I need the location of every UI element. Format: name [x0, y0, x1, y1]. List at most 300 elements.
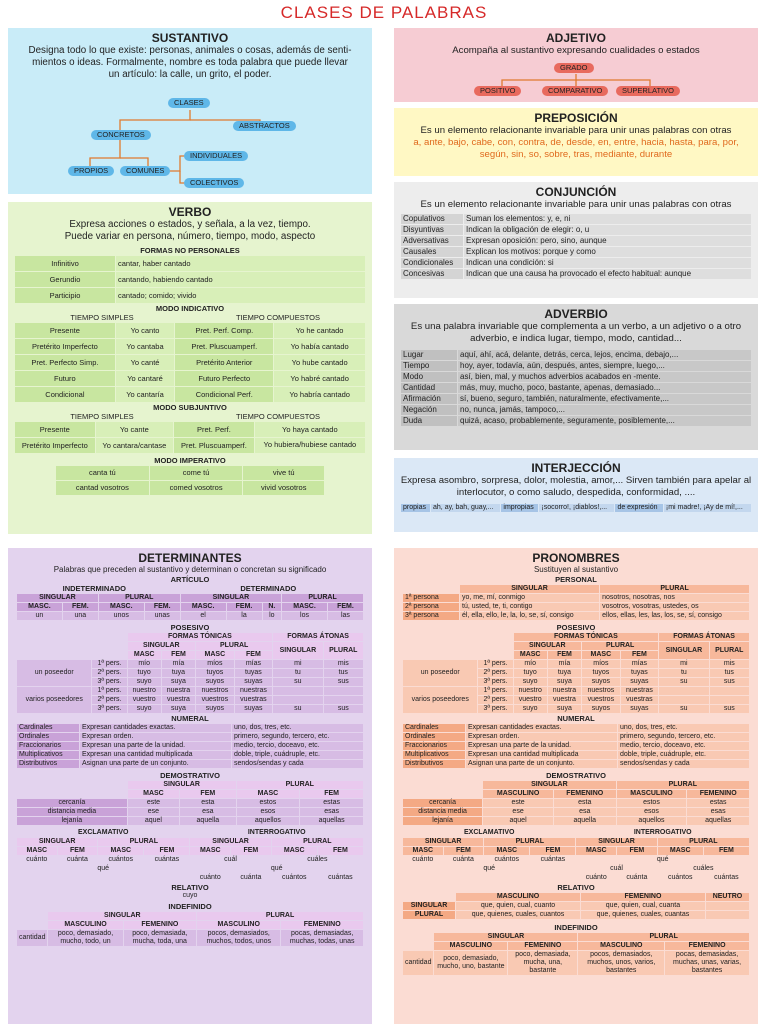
table-row — [403, 951, 749, 975]
verbo-ind-table — [14, 322, 366, 403]
pro-posesivo: POSESIVO — [556, 623, 596, 632]
pos-value: mi — [659, 660, 708, 668]
dem-head: MASC — [237, 790, 300, 798]
table-row — [403, 751, 749, 759]
ex-value: cuánta — [626, 874, 648, 881]
ex-value: cuáles — [693, 865, 714, 872]
pos-value: sus — [710, 705, 749, 713]
num-type: Cardinales — [403, 724, 465, 732]
interj-cell: ¡socorro!, ¡diablos!,... — [539, 504, 614, 512]
ind-cell: Yo canto — [116, 323, 174, 338]
art-value: las — [328, 612, 363, 620]
imp-cell: comed vosotros — [150, 481, 243, 495]
table-row — [17, 642, 363, 650]
dem-value: esas — [300, 808, 363, 816]
pos-head: FEM — [235, 651, 273, 659]
table-row — [15, 256, 365, 271]
sub-cell: Yo hubiera/hubiese cantado — [255, 438, 365, 453]
blank — [17, 790, 127, 798]
pos-value — [273, 687, 322, 695]
ind-cell: Condicional — [15, 387, 115, 402]
table-row — [401, 258, 751, 268]
table-row — [401, 372, 751, 382]
table-row — [17, 724, 363, 732]
preposicion-desc: Es un elemento relacionante invariable para unir unas palabras con otras — [420, 125, 732, 136]
ind-cell: Futuro — [15, 371, 115, 386]
ex-head: FEM — [231, 847, 271, 855]
ind-head: FEMENINO — [665, 942, 749, 950]
pos-value — [659, 687, 708, 695]
ex-value: cuántos — [108, 856, 134, 863]
table-row — [17, 633, 363, 641]
ind-value: pocos, demasiados, muchos, todos, unos — [197, 930, 280, 946]
dem-value: esos — [237, 808, 300, 816]
ind-value: poco, demasiado, mucho, uno, bastante — [434, 951, 507, 975]
per-head: SINGULAR — [460, 585, 599, 593]
excl-title: EXCLAMATIVO — [464, 829, 515, 836]
verbo-desc: Expresa acciones o estados, y señala, a la vez, tiempo. Puede variar en persona, número, tiempo, modo, aspecto — [64, 219, 316, 242]
table-row — [17, 733, 363, 741]
pos-pers: 1ª pers. — [478, 687, 512, 695]
pos-head: FORMAS TÓNICAS — [514, 633, 659, 641]
per-sing: él, ella, ello, le, la, lo, se, sí, consigo — [460, 612, 599, 620]
dem-value: esos — [617, 808, 687, 816]
dem-value: distancia media — [403, 808, 482, 816]
blank — [17, 642, 127, 650]
conjuncion-table — [400, 213, 752, 280]
table-row — [17, 687, 363, 695]
verbo-sub-table — [14, 421, 366, 454]
dem-value: esta — [554, 799, 616, 807]
num-type: Cardinales — [17, 724, 79, 732]
interjeccion-section — [394, 458, 758, 532]
ex-value: cuántas — [714, 874, 739, 881]
pos-value: mía — [162, 660, 195, 668]
rel-head: MASCULINO — [456, 893, 580, 901]
det-relativo: RELATIVO — [171, 883, 209, 892]
dem-head: SINGULAR — [483, 781, 615, 789]
dem-value: cercanía — [403, 799, 482, 807]
art-subhead: MASC. — [99, 603, 144, 611]
ind-value: pocas, demasiadas, muchas, todas, unas — [281, 930, 363, 946]
num-desc: Expresan orden. — [466, 733, 617, 741]
ex-head: SINGULAR — [190, 838, 270, 846]
pos-value: tuya — [162, 669, 195, 677]
preposicion-title: PREPOSICIÓN — [534, 111, 618, 125]
adv-list: hoy, ayer, todavía, aún, después, antes, siempre, luego,... — [458, 361, 751, 371]
verbo-np-table — [14, 255, 366, 304]
pos-pers: 2ª pers. — [478, 669, 512, 677]
pro-excl-interr-table — [402, 828, 750, 883]
dem-value: aquellos — [237, 817, 300, 825]
rel-value: que, quienes, cuales, cuantos — [456, 911, 580, 919]
blank — [17, 912, 47, 920]
blank — [17, 874, 189, 882]
num-example: uno, dos, tres, etc. — [618, 724, 749, 732]
np-example: cantado; comido; vivido — [116, 288, 365, 303]
table-row — [403, 687, 749, 695]
det-cuyo: cuyo — [182, 892, 198, 899]
ex-head: MASC — [190, 847, 230, 855]
table-row — [403, 612, 749, 620]
conj-type: Adversativas — [401, 236, 463, 246]
table-row — [403, 808, 749, 816]
conj-type: Disyuntivas — [401, 225, 463, 235]
per-plur: ellos, ellas, les, las, los, se, sí, consigo — [600, 612, 749, 620]
conj-desc: Expresan oposición: pero, sino, aunque — [464, 236, 751, 246]
table-row — [15, 355, 365, 370]
det-indef-table — [16, 911, 364, 947]
tree-propios: PROPIOS — [68, 166, 114, 176]
num-example: medio, tercio, doceavo, etc. — [232, 742, 363, 750]
ex-head: SINGULAR — [403, 838, 483, 846]
adv-list: aquí, ahí, acá, delante, detrás, cerca, lejos, encima, debajo,... — [458, 350, 751, 360]
table-row — [401, 416, 751, 426]
art-subhead: MASC. — [17, 603, 62, 611]
preposicion-list: a, ante, bajo, cabe, con, contra, de, desde, en, entre, hacia, hasta, para, por, según, sin, so, sobre, tras, mediante, durante — [413, 137, 739, 160]
art-subhead: MASC. — [181, 603, 226, 611]
rel-num: PLURAL — [403, 911, 455, 919]
adv-list: así, bien, mal, y muchos adverbios acabados en -mente. — [458, 372, 751, 382]
table-row — [17, 817, 363, 825]
imp-cell: come tú — [150, 466, 243, 480]
conjuncion-title: CONJUNCIÓN — [535, 185, 617, 199]
pro-relativo-table — [402, 892, 750, 920]
ex-value: cuántos — [281, 874, 307, 881]
num-example: primero, segundo, tercero, etc. — [232, 733, 363, 741]
per-sing: yo, me, mí, conmigo — [460, 594, 599, 602]
ex-value: cuánta — [240, 874, 262, 881]
table-row — [403, 942, 749, 950]
sustantivo-tree-lines — [8, 28, 372, 194]
conj-desc: Suman los elementos: y, e, ni — [464, 214, 751, 224]
art-value: una — [63, 612, 98, 620]
interr-title: INTERROGATIVO — [247, 829, 306, 836]
ind-cell: Pret. Perf. Comp. — [175, 323, 273, 338]
rel-value: que, quien, cual, cuanta — [581, 902, 705, 910]
table-row — [15, 272, 365, 287]
art-subhead: FEM. — [328, 603, 363, 611]
pos-value: míos — [196, 660, 234, 668]
blank — [403, 642, 513, 650]
pos-value: tuyo — [514, 669, 547, 677]
conj-type: Copulativos — [401, 214, 463, 224]
pos-value: sus — [324, 678, 363, 686]
pos-group: varios poseedores — [17, 687, 91, 713]
pro-demostrativo: DEMOSTRATIVO — [546, 771, 606, 780]
table-row — [403, 799, 749, 807]
pos-value: suya — [162, 705, 195, 713]
pos-value: nuestras — [621, 687, 659, 695]
pos-value: vuestro — [128, 696, 161, 704]
verbo-imp-table — [55, 465, 325, 496]
adverbio-table — [400, 349, 752, 427]
sustantivo-title: SUSTANTIVO — [151, 31, 229, 45]
dem-value: distancia media — [17, 808, 127, 816]
pos-value — [710, 696, 749, 704]
sub-cell: Pretérito Imperfecto — [15, 438, 95, 453]
ind-cell: Yo cantaría — [116, 387, 174, 402]
pos-value: míos — [582, 660, 620, 668]
art-head: SINGULAR — [17, 594, 98, 602]
table-row — [15, 371, 365, 386]
num-desc: Expresan una parte de la unidad. — [466, 742, 617, 750]
table-row — [56, 466, 324, 480]
blank — [17, 921, 47, 929]
num-type: Distributivos — [17, 760, 79, 768]
table-row — [401, 269, 751, 279]
table-row — [403, 817, 749, 825]
dem-head: FEM — [300, 790, 363, 798]
tree-abstractos: ABSTRACTOS — [233, 121, 296, 131]
dem-value: ese — [483, 808, 553, 816]
art-value: un — [17, 612, 62, 620]
table-row — [403, 781, 749, 789]
adv-type: Cantidad — [401, 383, 457, 393]
table-row — [403, 594, 749, 602]
pos-value — [710, 687, 749, 695]
num-desc: Asignan una parte de un conjunto. — [466, 760, 617, 768]
adv-type: Negación — [401, 405, 457, 415]
pos-pers: 3ª pers. — [478, 705, 512, 713]
det-demostrativo-table — [16, 780, 364, 826]
pos-value: vuestros — [196, 696, 234, 704]
adv-type: Tiempo — [401, 361, 457, 371]
sub-cell: Yo cante — [96, 422, 173, 437]
imp-cell: vivid vosotros — [243, 481, 324, 495]
pos-value: nuestro — [514, 687, 547, 695]
num-example: doble, triple, cuádruple, etc. — [618, 751, 749, 759]
verbo-title: VERBO — [168, 205, 212, 219]
dem-head: MASCULINO — [483, 790, 553, 798]
adjetivo-desc: Acompaña al sustantivo expresando cualidades o estados — [452, 45, 700, 56]
blank — [17, 781, 127, 789]
ex-value: cuánto — [26, 856, 48, 863]
excl-title: EXCLAMATIVO — [78, 829, 129, 836]
ex-value: cuáles — [307, 856, 328, 863]
ex-head: FEM — [58, 847, 98, 855]
ex-value: qué — [483, 865, 496, 872]
pos-value — [273, 696, 322, 704]
art-subhead: N. — [263, 603, 282, 611]
np-example: cantar, haber cantado — [116, 256, 365, 271]
per-plur: nosotros, nosotras, nos — [600, 594, 749, 602]
pos-pers: 1ª pers. — [478, 660, 512, 668]
ex-head: MASC — [98, 847, 143, 855]
blank — [403, 790, 482, 798]
num-type: Ordinales — [403, 733, 465, 741]
adv-type: Afirmación — [401, 394, 457, 404]
conj-type: Condicionales — [401, 258, 463, 268]
art-value: el — [181, 612, 226, 620]
ind-cell: Futuro Perfecto — [175, 371, 273, 386]
per-person: 1ª persona — [403, 594, 459, 602]
num-example: sendos/sendas y cada — [618, 760, 749, 768]
np-form: Participio — [15, 288, 115, 303]
art-value: unos — [99, 612, 144, 620]
ind-head: MASCULINO — [48, 921, 122, 929]
table-row — [403, 865, 749, 873]
ind-head: SINGULAR — [48, 912, 196, 920]
pos-pers: 3ª pers. — [92, 678, 126, 686]
pos-pers: 3ª pers. — [92, 705, 126, 713]
pos-value — [659, 696, 708, 704]
sub-compuestos: TIEMPO COMPUESTOS — [235, 412, 321, 421]
table-row — [403, 633, 749, 641]
pos-value: tuyas — [235, 669, 273, 677]
ex-value: cuántas — [328, 874, 353, 881]
imp-cell: vive tú — [243, 466, 324, 480]
pos-value: suyos — [196, 705, 234, 713]
adj-comparativo: COMPARATIVO — [542, 86, 608, 96]
adv-list: no, nunca, jamás, tampoco,... — [458, 405, 751, 415]
adverbio-desc: Es una palabra invariable que complementa a un verbo, a un adjetivo o a otro adverbio, e indica lugar, tiempo, modo, cantidad... — [410, 321, 742, 344]
table-row — [403, 660, 749, 668]
rel-value — [706, 902, 749, 910]
rel-head: NEUTRO — [706, 893, 749, 901]
ex-value: cuánta — [66, 856, 88, 863]
det-excl-interr-table — [16, 828, 364, 883]
tree-comunes: COMUNES — [120, 166, 170, 176]
sub-cell: Presente — [15, 422, 95, 437]
sub-cell: Yo haya cantado — [255, 422, 365, 437]
art-subhead: MASC. — [282, 603, 327, 611]
pos-value: mías — [621, 660, 659, 668]
pos-head: SINGULAR — [659, 642, 708, 659]
pos-pers: 1ª pers. — [92, 660, 126, 668]
ind-cell: Yo había cantado — [274, 339, 365, 354]
ex-head: PLURAL — [272, 838, 363, 846]
ex-value: cuánto — [199, 874, 221, 881]
det-posesivo: POSESIVO — [170, 623, 210, 632]
tree-individuales: INDIVIDUALES — [184, 151, 248, 161]
pos-value: suyas — [235, 678, 273, 686]
table-row — [56, 481, 324, 495]
dem-value: lejanía — [403, 817, 482, 825]
rel-value — [706, 911, 749, 919]
adj-positivo: POSITIVO — [474, 86, 521, 96]
ex-value: cuántos — [494, 856, 520, 863]
table-row — [15, 438, 365, 453]
ex-head: FEM — [318, 847, 363, 855]
table-row — [15, 323, 365, 338]
pro-desc: Sustituyen al sustantivo — [533, 565, 619, 574]
ind-head: MASCULINO — [434, 942, 507, 950]
pos-value: vuestras — [235, 696, 273, 704]
pos-head: PLURAL — [710, 642, 749, 659]
num-example: medio, tercio, doceavo, etc. — [618, 742, 749, 750]
table-row — [403, 856, 749, 864]
dem-value: lejanía — [17, 817, 127, 825]
art-value: la — [227, 612, 262, 620]
num-desc: Expresan una parte de la unidad. — [80, 742, 231, 750]
table-row — [15, 422, 365, 437]
ind-head: FEMENINO — [124, 921, 197, 929]
table-row — [17, 594, 363, 602]
pos-value: tuyo — [128, 669, 161, 677]
conj-type: Concesivas — [401, 269, 463, 279]
ex-value: qué — [656, 856, 669, 863]
num-type: Ordinales — [17, 733, 79, 741]
blank — [403, 781, 482, 789]
table-row — [401, 383, 751, 393]
ex-head: FEM — [617, 847, 657, 855]
table-row — [17, 808, 363, 816]
table-row — [403, 603, 749, 611]
interjeccion-table — [400, 503, 752, 513]
conj-desc: Indican la obligación de elegir: o, u — [464, 225, 751, 235]
interr-title: INTERROGATIVO — [633, 829, 692, 836]
table-row — [403, 847, 749, 855]
table-row — [17, 865, 363, 873]
table-row — [17, 799, 363, 807]
verbo-section — [8, 202, 372, 534]
pos-head: MASC — [582, 651, 620, 659]
ex-value: cuánta — [452, 856, 474, 863]
pos-value: su — [659, 705, 708, 713]
table-row — [17, 760, 363, 768]
ex-value: cuál — [610, 865, 623, 872]
ind-value: pocas, demasiadas, muchas, unas, varias, bastantes — [665, 951, 749, 975]
pos-value: suyo — [514, 705, 547, 713]
sub-cell: Pret. Perf. — [174, 422, 254, 437]
table-row — [17, 612, 363, 620]
pos-value: vuestra — [162, 696, 195, 704]
table-row — [401, 361, 751, 371]
num-desc: Expresan una cantidad multiplicada — [466, 751, 617, 759]
pos-value: suyos — [196, 678, 234, 686]
dem-value: estos — [617, 799, 687, 807]
pro-numeral-table — [402, 723, 750, 769]
conj-type: Causales — [401, 247, 463, 257]
conj-desc: Indican que una causa ha provocado el efecto habitual: aunque — [464, 269, 751, 279]
ind-simples: TIEMPO SIMPLES — [70, 313, 134, 322]
pos-value: sus — [710, 678, 749, 686]
table-row — [403, 724, 749, 732]
det-articulo: ARTÍCULO — [170, 575, 210, 584]
det-title: DETERMINANTES — [138, 551, 242, 565]
pos-value: suyas — [235, 705, 273, 713]
pos-value: suyo — [128, 678, 161, 686]
table-row — [15, 339, 365, 354]
dem-value: estas — [300, 799, 363, 807]
sustantivo-section — [8, 28, 372, 194]
num-type: Distributivos — [403, 760, 465, 768]
ind-head: MASCULINO — [197, 921, 280, 929]
pos-value: mía — [548, 660, 581, 668]
sub-simples: TIEMPO SIMPLES — [70, 412, 134, 421]
adj-superlativo: SUPERLATIVO — [616, 86, 680, 96]
pos-value: nuestra — [548, 687, 581, 695]
dem-value: estas — [687, 799, 749, 807]
pos-head: PLURAL — [196, 642, 272, 650]
table-row — [15, 387, 365, 402]
preposicion-section — [394, 108, 758, 176]
table-row — [17, 751, 363, 759]
pos-head: FEM — [548, 651, 581, 659]
verbo-imp-title: MODO IMPERATIVO — [154, 456, 226, 465]
num-desc: Expresan cantidades exactas. — [80, 724, 231, 732]
blank — [403, 651, 513, 659]
dem-value: esta — [180, 799, 235, 807]
table-row — [17, 660, 363, 668]
ind-type: cantidad — [17, 930, 47, 946]
per-sing: tú, usted, te, ti, contigo — [460, 603, 599, 611]
ex-head: MASC — [403, 847, 443, 855]
ind-head: MASCULINO — [578, 942, 664, 950]
ind-head: PLURAL — [578, 933, 749, 941]
table-row — [401, 350, 751, 360]
